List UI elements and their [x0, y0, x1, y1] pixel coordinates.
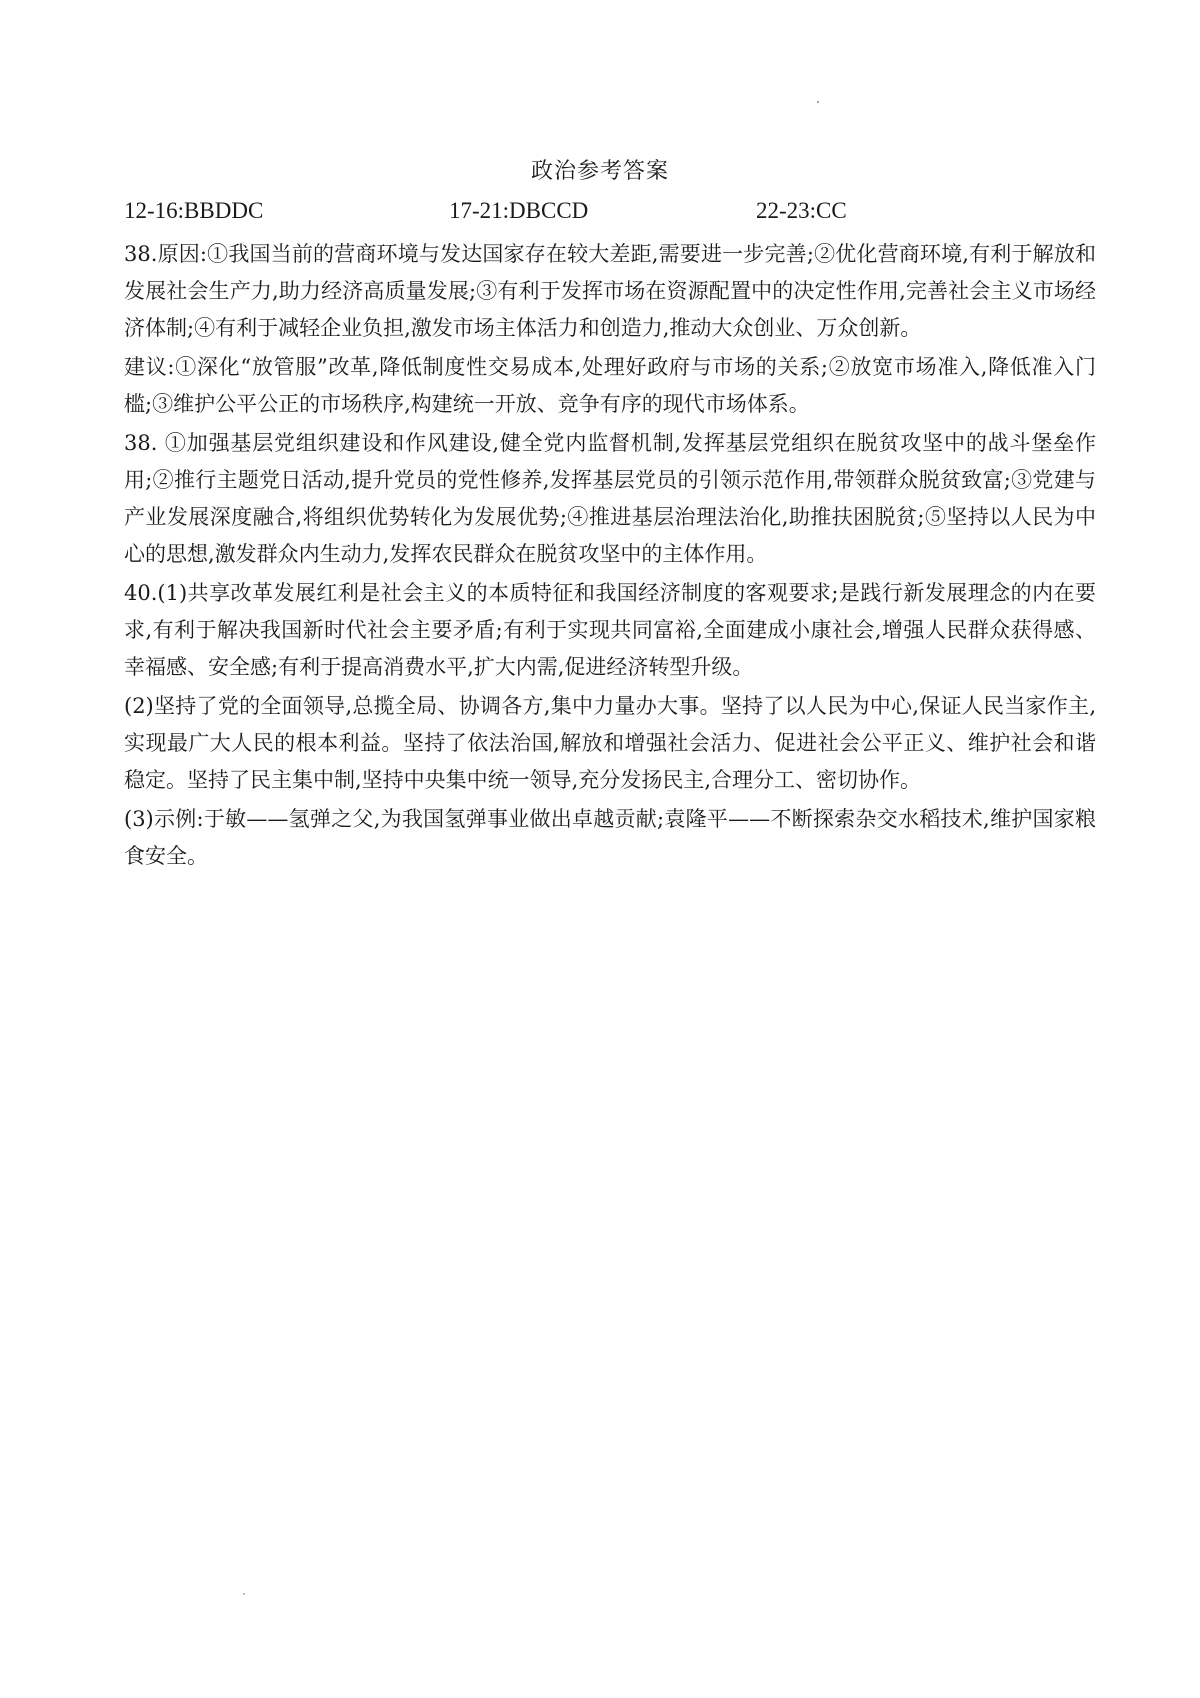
scan-speck [817, 101, 819, 103]
answer-paragraph-40-2: (2)坚持了党的全面领导,总揽全局、协调各方,集中力量办大事。坚持了以人民为中心,保证人民当家作主,实现最广大人民的根本利益。坚持了依法治国,解放和增强社会活力、促进社会公平正义、维护社会和谐稳定。坚持了民主集中制,坚持中央集中统一领导,充分发扬民主,合理分工、密切协作。 [124, 694, 1096, 792]
answer-paragraph-38-reasons: 38.原因:①我国当前的营商环境与发达国家存在较大差距,需要进一步完善;②优化营商环境,有利于解放和发展社会生产力,助力经济高质量发展;③有利于发挥市场在资源配置中的决定性作用,完善社会主义市场经济体制;④有利于减轻企业负担,激发市场主体活力和创造力,推动大众创业、万众创新。 [124, 242, 1096, 340]
answer-paragraph-40-3: (3)示例:于敏——氢弹之父,为我国氢弹事业做出卓越贡献;袁隆平——不断探索杂交水稻技术,维护国家粮食安全。 [124, 807, 1096, 868]
choice-answers-group: 17-21:DBCCD [449, 198, 589, 223]
answer-paragraph-38-suggestions: 建议:①深化“放管服”改革,降低制度性交易成本,处理好政府与市场的关系;②放宽市场准入,降低准入门槛;③维护公平公正的市场秩序,构建统一开放、竞争有序的现代市场体系。 [124, 355, 1096, 416]
answer-paragraph-40-1: 40.(1)共享改革发展红利是社会主义的本质特征和我国经济制度的客观要求;是践行新发展理念的内在要求,有利于解决我国新时代社会主要矛盾;有利于实现共同富裕,全面建成小康社会,增强人民群众获得感、幸福感、安全感;有利于提高消费水平,扩大内需,促进经济转型升级。 [124, 581, 1096, 679]
page-title: 政治参考答案 [530, 159, 669, 184]
choice-answers-row [124, 198, 1084, 234]
answer-paragraph-38-party-building: 38. ①加强基层党组织建设和作风建设,健全党内监督机制,发挥基层党组织在脱贫攻坚中的战斗堡垒作用;②推行主题党日活动,提升党员的党性修养,发挥基层党员的引领示范作用,带领群众脱贫致富;③党建与产业发展深度融合,将组织优势转化为发展优势;④推进基层治理法治化,助推扶困脱贫;⑤坚持以人民为中心的思想,激发群众内生动力,发挥农民群众在脱贫攻坚中的主体作用。 [124, 431, 1096, 566]
choice-answers-group: 22-23:CC [756, 198, 847, 223]
scan-speck [243, 1593, 245, 1595]
choice-answers-group: 12-16:BBDDC [124, 198, 264, 223]
answer-content [124, 236, 1096, 875]
